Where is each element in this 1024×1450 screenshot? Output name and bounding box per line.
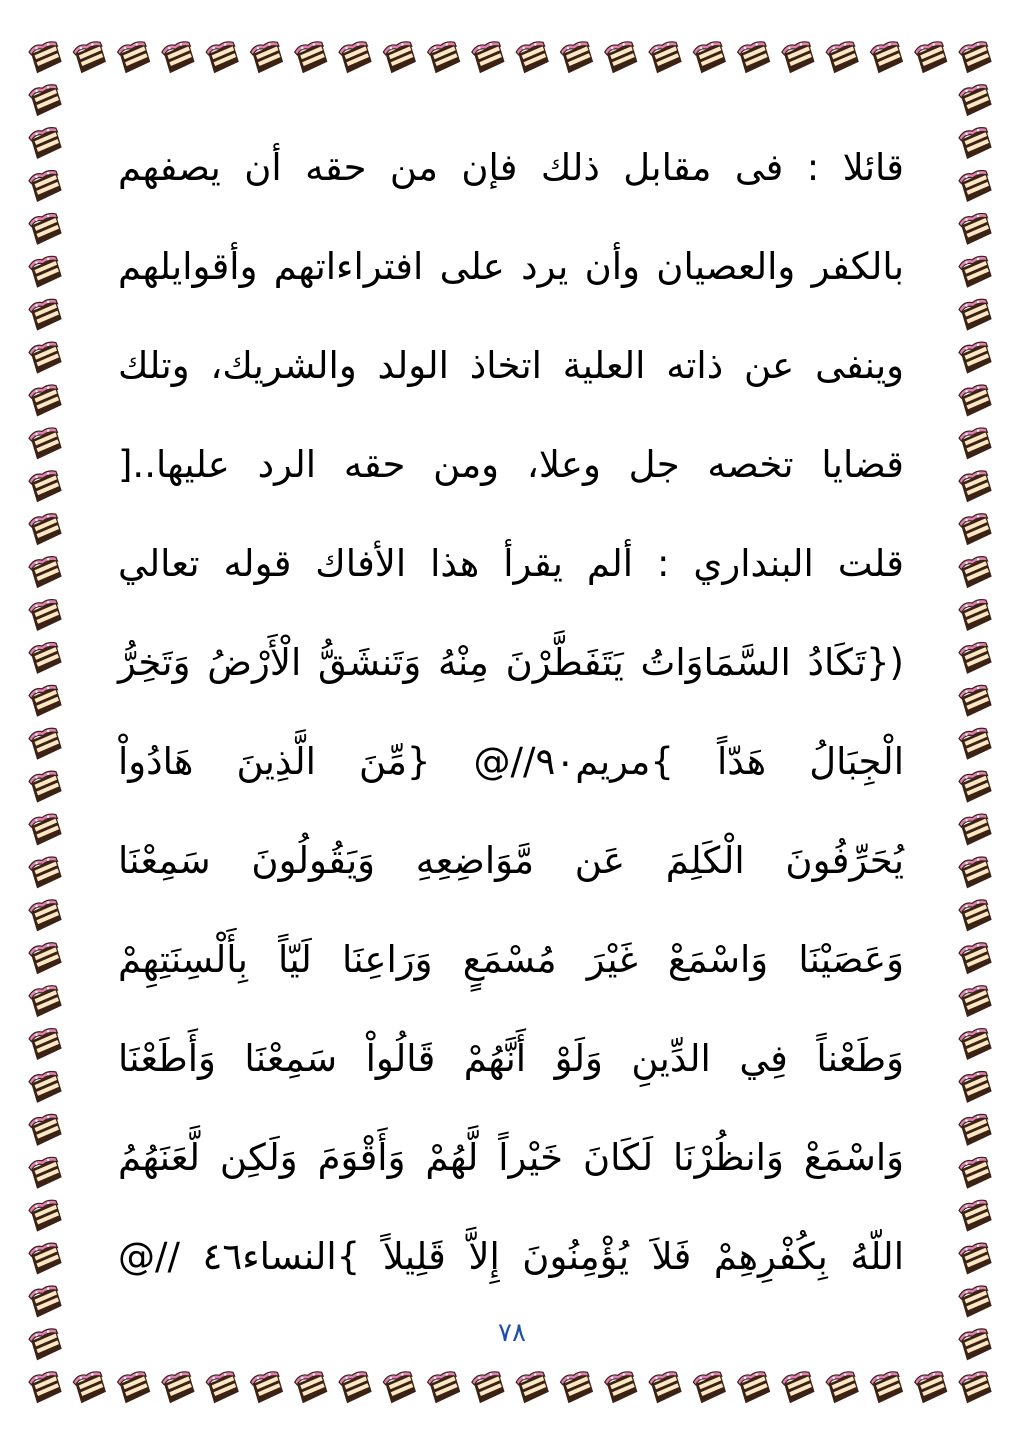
cake-slice-icon xyxy=(958,1328,993,1361)
cake-slice-icon xyxy=(28,84,63,117)
cake-slice-icon xyxy=(28,1027,63,1060)
cake-slice-icon xyxy=(72,1371,107,1404)
cake-slice-icon xyxy=(28,384,63,417)
cake-slice-icon xyxy=(28,1371,63,1404)
cake-slice-icon xyxy=(958,1027,993,1060)
text-line: قائلا : فى مقابل ذلك فإن من حقه أن يصفهم xyxy=(118,146,904,189)
cake-slice-icon xyxy=(737,41,772,74)
cake-slice-icon xyxy=(869,41,904,74)
cake-slice-icon xyxy=(28,1199,63,1232)
cake-slice-icon xyxy=(958,298,993,331)
cake-slice-icon xyxy=(28,684,63,717)
cake-slice-icon xyxy=(958,727,993,760)
cake-slice-icon xyxy=(604,41,639,74)
cake-slice-icon xyxy=(958,856,993,889)
cake-slice-icon xyxy=(958,41,993,74)
cake-slice-icon xyxy=(28,341,63,374)
cake-slice-icon xyxy=(338,41,373,74)
cake-slice-icon xyxy=(914,1371,949,1404)
cake-slice-icon xyxy=(958,813,993,846)
cake-slice-icon xyxy=(515,41,550,74)
cake-slice-icon xyxy=(117,41,152,74)
cake-slice-icon xyxy=(958,255,993,288)
text-line: وَطَعْناً فِي الدِّينِ وَلَوْ أَنَّهُمْ قَالُواْ سَمِعْنَا وَأَطَعْنَا xyxy=(118,1037,904,1080)
cake-slice-icon xyxy=(958,770,993,803)
cake-slice-icon xyxy=(28,169,63,202)
cake-slice-icon xyxy=(28,212,63,245)
cake-slice-icon xyxy=(958,126,993,159)
cake-slice-icon xyxy=(28,1242,63,1275)
cake-slice-icon xyxy=(28,598,63,631)
cake-slice-icon xyxy=(28,899,63,932)
cake-slice-icon xyxy=(958,513,993,546)
cake-slice-icon xyxy=(958,169,993,202)
cake-slice-icon xyxy=(427,1371,462,1404)
cake-slice-icon xyxy=(559,41,594,74)
cake-slice-icon xyxy=(28,813,63,846)
text-line: قضايا تخصه جل وعلا، ومن حقه الرد عليها..[ xyxy=(118,443,904,486)
cake-slice-icon xyxy=(28,942,63,975)
cake-slice-icon xyxy=(559,1371,594,1404)
cake-slice-icon xyxy=(692,41,727,74)
cake-slice-icon xyxy=(28,1113,63,1146)
cake-slice-icon xyxy=(28,1328,63,1361)
cake-slice-icon xyxy=(958,942,993,975)
cake-slice-icon xyxy=(117,1371,152,1404)
cake-slice-icon xyxy=(958,427,993,460)
cake-slice-icon xyxy=(958,384,993,417)
cake-slice-icon xyxy=(294,41,329,74)
text-line: وينفى عن ذاته العلية اتخاذ الولد والشريك، وتلك xyxy=(118,344,904,387)
cake-slice-icon xyxy=(737,1371,772,1404)
text-line: يُحَرِّفُونَ الْكَلِمَ عَن مَّوَاضِعِهِ وَيَقُولُونَ سَمِعْنَا xyxy=(118,839,904,882)
cake-slice-icon xyxy=(604,1371,639,1404)
cake-slice-icon xyxy=(958,985,993,1018)
cake-slice-icon xyxy=(869,1371,904,1404)
cake-slice-icon xyxy=(692,1371,727,1404)
cake-slice-icon xyxy=(205,41,240,74)
cake-slice-icon xyxy=(825,41,860,74)
cake-slice-icon xyxy=(382,41,417,74)
cake-slice-icon xyxy=(28,1285,63,1318)
cake-slice-icon xyxy=(28,298,63,331)
cake-slice-icon xyxy=(28,641,63,674)
cake-slice-icon xyxy=(958,1156,993,1189)
cake-slice-icon xyxy=(161,41,196,74)
cake-slice-icon xyxy=(28,1156,63,1189)
text-line: وَعَصَيْنَا وَاسْمَعْ غَيْرَ مُسْمَعٍ وَرَاعِنَا لَيّاً بِأَلْسِنَتِهِمْ xyxy=(118,938,904,981)
cake-slice-icon xyxy=(28,1070,63,1103)
cake-slice-icon xyxy=(205,1371,240,1404)
cake-slice-icon xyxy=(28,727,63,760)
cake-slice-icon xyxy=(28,427,63,460)
text-line: الْجِبَالُ هَدّاً }مريم٩٠//@ {مِّنَ الَّذِينَ هَادُواْ xyxy=(118,740,904,783)
cake-slice-icon xyxy=(28,985,63,1018)
cake-slice-icon xyxy=(958,899,993,932)
cake-slice-icon xyxy=(958,684,993,717)
cake-slice-icon xyxy=(958,641,993,674)
cake-slice-icon xyxy=(958,341,993,374)
cake-slice-icon xyxy=(249,41,284,74)
text-line: ({تَكَادُ السَّمَاوَاتُ يَتَفَطَّرْنَ مِنْهُ وَتَنشَقُّ الْأَرْضُ وَتَخِرُّ xyxy=(118,641,904,684)
cake-slice-icon xyxy=(338,1371,373,1404)
cake-slice-icon xyxy=(471,1371,506,1404)
cake-slice-icon xyxy=(958,212,993,245)
cake-slice-icon xyxy=(958,1070,993,1103)
cake-slice-icon xyxy=(28,555,63,588)
cake-slice-icon xyxy=(781,41,816,74)
cake-slice-icon xyxy=(958,1113,993,1146)
cake-slice-icon xyxy=(28,770,63,803)
cake-slice-icon xyxy=(958,1199,993,1232)
body-text xyxy=(118,118,904,1308)
cake-slice-icon xyxy=(515,1371,550,1404)
cake-slice-icon xyxy=(648,1371,683,1404)
cake-slice-icon xyxy=(958,555,993,588)
cake-slice-icon xyxy=(249,1371,284,1404)
page-number: ٧٨ xyxy=(498,1318,526,1348)
text-line: قلت البنداري : ألم يقرأ هذا الأفاك قوله تعالي xyxy=(118,542,904,585)
cake-slice-icon xyxy=(958,598,993,631)
cake-slice-icon xyxy=(28,513,63,546)
cake-slice-icon xyxy=(781,1371,816,1404)
cake-slice-icon xyxy=(161,1371,196,1404)
text-line: بالكفر والعصيان وأن يرد على افتراءاتهم وأقوايلهم xyxy=(118,245,904,288)
text-line: اللّهُ بِكُفْرِهِمْ فَلاَ يُؤْمِنُونَ إِلاَّ قَلِيلاً }النساء٤٦ //@ xyxy=(118,1235,904,1278)
cake-slice-icon xyxy=(958,84,993,117)
cake-slice-icon xyxy=(471,41,506,74)
cake-slice-icon xyxy=(294,1371,329,1404)
cake-slice-icon xyxy=(72,41,107,74)
cake-slice-icon xyxy=(28,255,63,288)
cake-slice-icon xyxy=(28,126,63,159)
cake-slice-icon xyxy=(958,1242,993,1275)
cake-slice-icon xyxy=(427,41,462,74)
cake-slice-icon xyxy=(958,1371,993,1404)
cake-slice-icon xyxy=(648,41,683,74)
cake-slice-icon xyxy=(825,1371,860,1404)
cake-slice-icon xyxy=(958,1285,993,1318)
cake-slice-icon xyxy=(28,470,63,503)
cake-slice-icon xyxy=(382,1371,417,1404)
cake-slice-icon xyxy=(28,856,63,889)
cake-slice-icon xyxy=(914,41,949,74)
text-line: وَاسْمَعْ وَانظُرْنَا لَكَانَ خَيْراً لَّهُمْ وَأَقْوَمَ وَلَكِن لَّعَنَهُمُ xyxy=(118,1136,904,1179)
cake-slice-icon xyxy=(28,41,63,74)
cake-slice-icon xyxy=(958,470,993,503)
